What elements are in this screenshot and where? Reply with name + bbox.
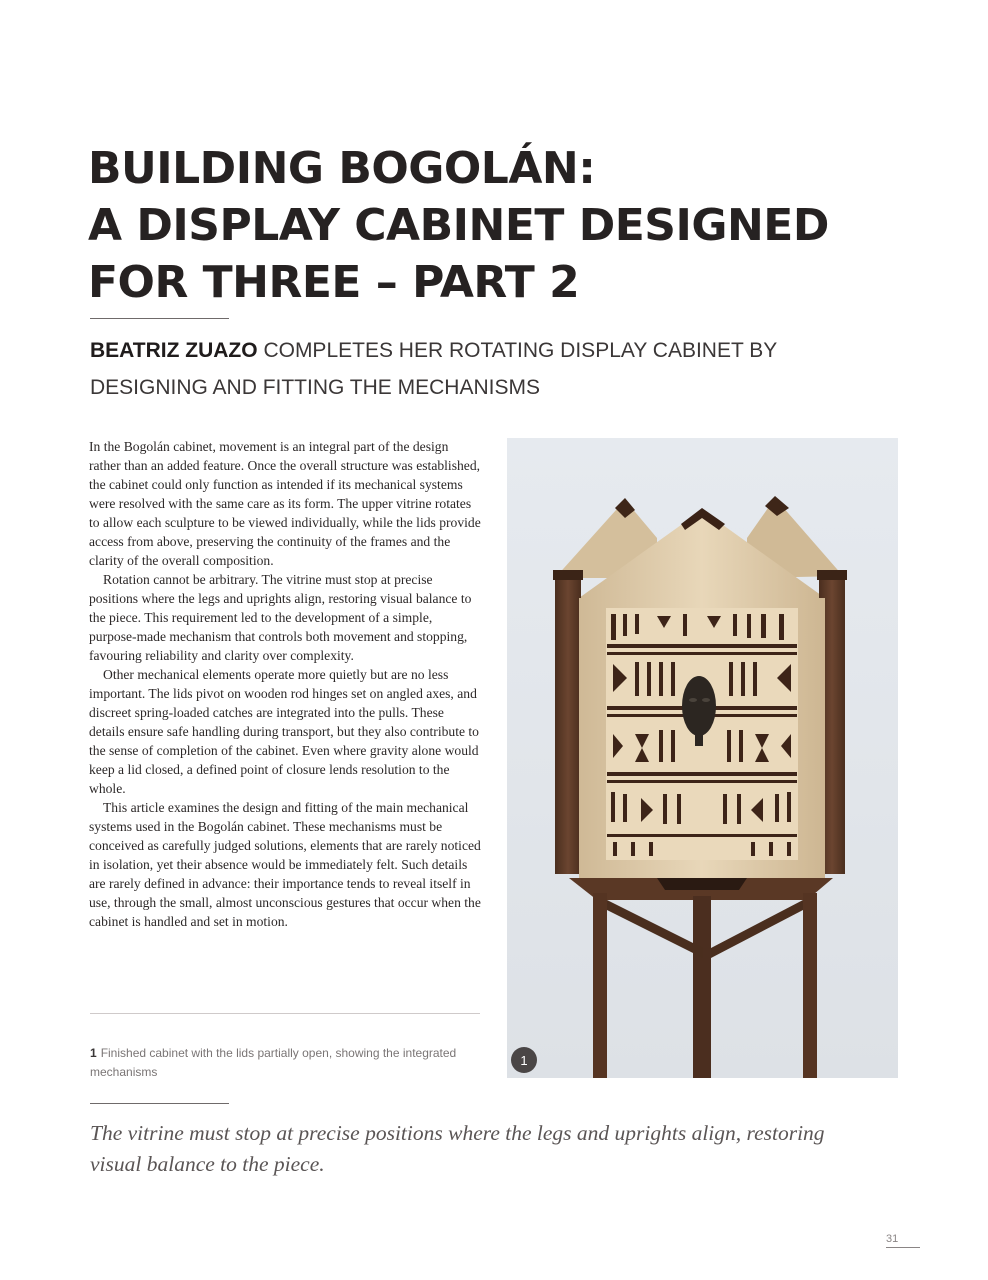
body-paragraph: In the Bogolán cabinet, movement is an integral part of the design rather than an added feature. Once the overall structure was established, the cabinet could only function as intended if its mechanical systems were resolved with the same care as its form. The upper vitrine rotates to allow each sculpture to be viewed individually, while the lids provide access from above, preserving the continuity of the frames and the clarity of the overall composition. xyxy=(89,439,481,568)
article-body xyxy=(89,437,481,931)
subtitle-text: COMPLETES HER ROTATING DISPLAY CABINET BY DESIGNING AND FITTING THE MECHANISMS xyxy=(90,339,777,399)
article-title xyxy=(88,140,848,311)
author-name: BEATRIZ ZUAZO xyxy=(90,339,258,362)
figure-number-badge: 1 xyxy=(511,1047,537,1073)
figure-caption xyxy=(90,1044,480,1082)
caption-number: 1 xyxy=(90,1046,97,1060)
caption-text: Finished cabinet with the lids partially open, showing the integrated mechanisms xyxy=(90,1046,457,1079)
caption-divider xyxy=(90,1013,480,1014)
cabinet-illustration xyxy=(507,438,898,1078)
pull-quote: The vitrine must stop at precise positions where the legs and uprights align, restoring visual balance to the piece. xyxy=(90,1121,825,1176)
title-line-1: BUILDING BOGOLÁN: xyxy=(88,143,596,194)
base-shadow xyxy=(657,878,747,890)
pullquote-divider xyxy=(90,1103,229,1104)
body-paragraph: Rotation cannot be arbitrary. The vitrine must stop at precise positions where the legs and uprights align, restoring visual balance to the piece. This requirement led to the development of a simple, purpose-made mechanism that controls both movement and stopping, favouring reliability and clarity over complexity. xyxy=(89,572,472,663)
title-line-3: FOR THREE – PART 2 xyxy=(88,257,580,308)
left-leg xyxy=(593,893,607,1078)
cabinet-photo xyxy=(507,438,898,1078)
center-leg xyxy=(693,896,711,1078)
article-subtitle xyxy=(90,332,850,406)
title-divider xyxy=(90,318,229,319)
body-paragraph: Other mechanical elements operate more quietly but are no less important. The lids pivot on wooden rod hinges set on angled axes, and discreet spring-loaded catches are integrated into the pulls. These details ensure safe handling during transport, but they also contribute to the sense of completion of the cabinet. Even where gravity alone would keep a lid closed, a defined point of closure lends resolution to the whole. xyxy=(89,667,479,796)
page-number: 31 xyxy=(886,1233,920,1248)
left-upright-cap xyxy=(553,570,583,580)
body-paragraph: This article examines the design and fitting of the main mechanical systems used in the Bogolán cabinet. These mechanisms must be conceived as carefully judged solutions, elements that are rarely noticed in isolation, yet their absence would be immediately felt. Such details are rarely defined in advance: their importance tends to reveal itself in use, through the small, almost unconscious gestures that occur when the cabinet is handled and set in motion. xyxy=(89,800,481,929)
right-upright-cap xyxy=(817,570,847,580)
right-leg xyxy=(803,893,817,1078)
title-line-2: A DISPLAY CABINET DESIGNED xyxy=(88,200,829,251)
left-upright xyxy=(555,574,581,874)
